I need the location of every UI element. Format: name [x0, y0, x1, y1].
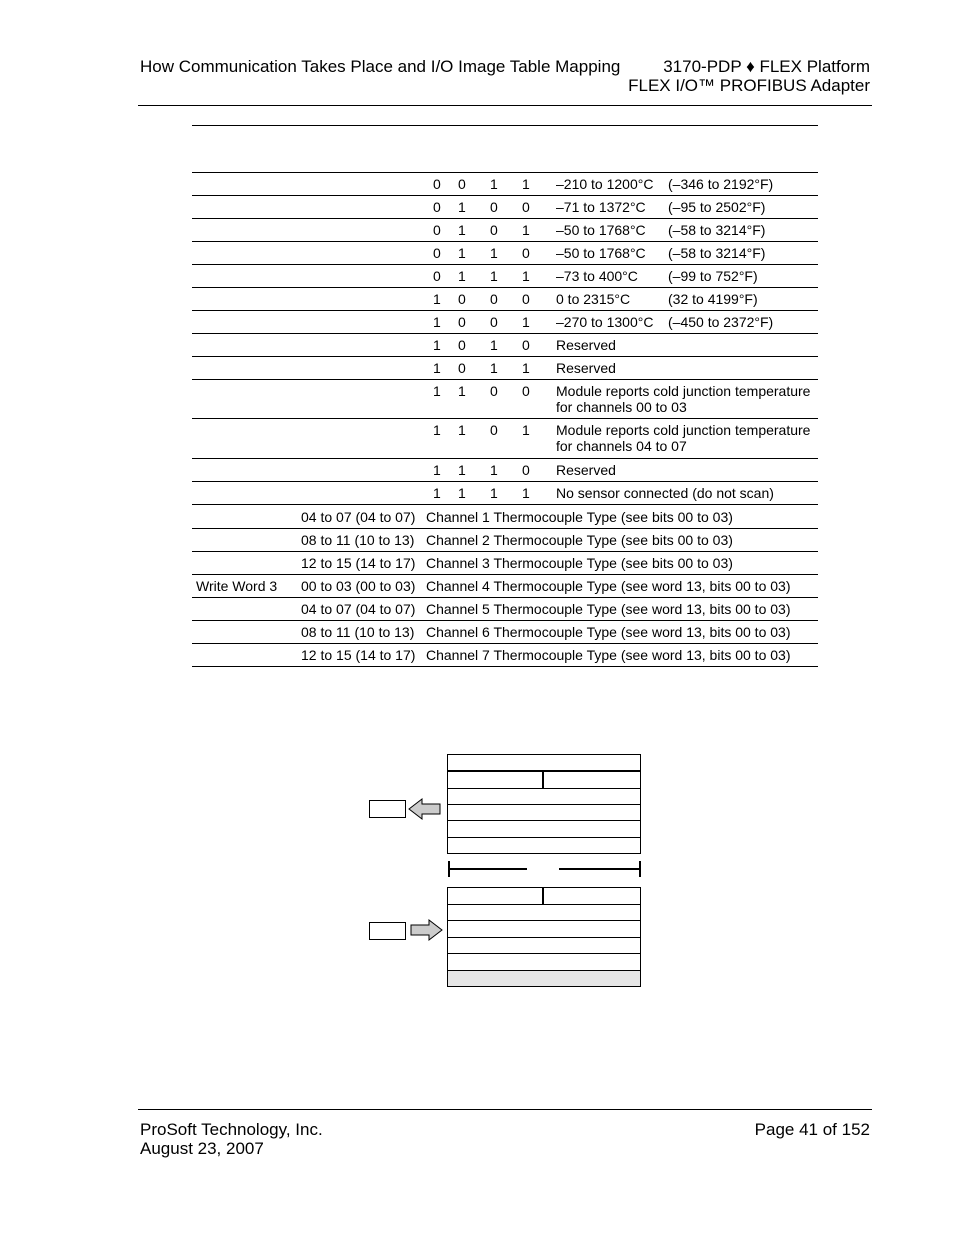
bit-value: 1: [433, 383, 441, 399]
output-block-shaded-row: [448, 971, 640, 986]
table-row-rule: [192, 333, 818, 334]
bit-value: 1: [490, 485, 498, 501]
bit-value: 1: [433, 422, 441, 438]
bit-range: 12 to 15 (14 to 17): [301, 647, 416, 663]
table-row-rule: [192, 172, 818, 173]
word-label: Write Word 3: [196, 578, 278, 594]
bit-value: 0: [458, 176, 466, 192]
bit-value: 1: [522, 360, 530, 376]
table-row-rule: [192, 356, 818, 357]
bit-value: 1: [433, 291, 441, 307]
bit-value: 1: [458, 485, 466, 501]
bit-range: 12 to 15 (14 to 17): [301, 555, 416, 571]
table-row-rule: [192, 264, 818, 265]
range-celsius: Module reports cold junction temperature for channels 00 to 03: [556, 383, 811, 415]
table-row-rule: [192, 643, 818, 644]
table-row-rule: [192, 310, 818, 311]
arrow-right-icon: [410, 919, 444, 941]
footer-page-number: Page 41 of 152: [754, 1120, 870, 1139]
bit-range: 08 to 11 (10 to 13): [301, 532, 415, 548]
input-block-header: [447, 754, 641, 771]
range-celsius: Reserved: [556, 337, 616, 353]
bit-value: 1: [522, 314, 530, 330]
bit-range: 00 to 03 (00 to 03): [301, 578, 416, 594]
bit-value: 0: [490, 291, 498, 307]
range-celsius: Reserved: [556, 360, 616, 376]
range-bracket: [447, 860, 643, 880]
bit-value: 1: [458, 383, 466, 399]
bit-value: 0: [522, 291, 530, 307]
bit-value: 1: [490, 245, 498, 261]
bit-value: 1: [522, 422, 530, 438]
bit-range: 08 to 11 (10 to 13): [301, 624, 415, 640]
table-row-rule: [192, 504, 818, 505]
range-celsius: –210 to 1200°C: [556, 176, 654, 192]
bit-description: Channel 3 Thermocouple Type (see bits 00 to 03): [426, 555, 733, 571]
bit-value: 0: [522, 462, 530, 478]
bit-value: 1: [433, 360, 441, 376]
table-row-rule: [192, 218, 818, 219]
bit-value: 0: [490, 222, 498, 238]
table-row-rule: [192, 528, 818, 529]
bit-value: 0: [433, 268, 441, 284]
bit-value: 0: [458, 291, 466, 307]
bit-value: 0: [522, 337, 530, 353]
table-row-rule: [192, 379, 818, 380]
bit-description: Channel 4 Thermocouple Type (see word 13, bits 00 to 03): [426, 578, 791, 594]
header-rule: [138, 105, 872, 106]
bit-value: 1: [522, 485, 530, 501]
bit-value: 0: [522, 199, 530, 215]
bit-value: 1: [458, 245, 466, 261]
table-row-rule: [192, 287, 818, 288]
bit-value: 0: [490, 422, 498, 438]
range-celsius: –71 to 1372°C: [556, 199, 646, 215]
bit-value: 1: [490, 462, 498, 478]
bit-value: 0: [433, 245, 441, 261]
bit-range: 04 to 07 (04 to 07): [301, 601, 416, 617]
bit-description: Channel 5 Thermocouple Type (see word 13, bits 00 to 03): [426, 601, 791, 617]
output-block-divider: [447, 937, 641, 938]
bit-value: 1: [433, 462, 441, 478]
input-block-divider: [447, 820, 641, 821]
range-fahrenheit: (32 to 4199°F): [668, 291, 758, 307]
input-block-split: [542, 771, 544, 788]
bit-value: 1: [458, 462, 466, 478]
range-fahrenheit: (–58 to 3214°F): [668, 245, 766, 261]
header-product-name: 3170-PDP ♦ FLEX Platform: [663, 57, 870, 76]
range-celsius: No sensor connected (do not scan): [556, 485, 774, 501]
range-fahrenheit: (–346 to 2192°F): [668, 176, 774, 192]
header-product-subtitle: FLEX I/O™ PROFIBUS Adapter: [628, 76, 870, 95]
footer-rule: [138, 1109, 872, 1110]
footer-date: August 23, 2007: [140, 1139, 264, 1158]
bit-description: Channel 7 Thermocouple Type (see word 13, bits 00 to 03): [426, 647, 791, 663]
bit-value: 1: [458, 222, 466, 238]
bit-value: 1: [490, 360, 498, 376]
bit-value: 0: [490, 314, 498, 330]
bit-value: 1: [433, 314, 441, 330]
input-block: [447, 771, 641, 854]
bit-value: 0: [458, 337, 466, 353]
range-celsius: Module reports cold junction temperature for channels 04 to 07: [556, 422, 811, 454]
range-celsius: Reserved: [556, 462, 616, 478]
bit-value: 1: [522, 222, 530, 238]
output-label-box: [369, 922, 406, 940]
table-row-rule: [192, 666, 818, 667]
bit-description: Channel 6 Thermocouple Type (see word 13, bits 00 to 03): [426, 624, 791, 640]
bit-description: Channel 1 Thermocouple Type (see bits 00 to 03): [426, 509, 733, 525]
input-block-divider: [447, 788, 641, 789]
bit-value: 0: [458, 314, 466, 330]
range-celsius: –50 to 1768°C: [556, 222, 646, 238]
bit-value: 0: [490, 199, 498, 215]
bit-value: 0: [433, 176, 441, 192]
bit-value: 1: [458, 422, 466, 438]
range-celsius: –270 to 1300°C: [556, 314, 654, 330]
table-row-rule: [192, 418, 818, 419]
input-block-divider: [447, 804, 641, 805]
bit-value: 1: [433, 485, 441, 501]
table-row-rule: [192, 241, 818, 242]
arrow-left-icon: [408, 798, 442, 820]
table-row-rule: [192, 458, 818, 459]
bit-value: 0: [433, 199, 441, 215]
input-block-divider: [447, 837, 641, 838]
bit-value: 1: [490, 268, 498, 284]
table-row-rule: [192, 620, 818, 621]
range-fahrenheit: (–58 to 3214°F): [668, 222, 766, 238]
output-block-divider: [447, 904, 641, 905]
range-celsius: 0 to 2315°C: [556, 291, 631, 307]
footer-company: ProSoft Technology, Inc.: [140, 1120, 323, 1139]
bit-range: 04 to 07 (04 to 07): [301, 509, 416, 525]
output-block-divider: [447, 953, 641, 954]
table-top-rule: [192, 125, 818, 126]
range-celsius: –73 to 400°C: [556, 268, 638, 284]
bit-value: 1: [433, 337, 441, 353]
table-row-rule: [192, 551, 818, 552]
output-block-divider: [447, 920, 641, 921]
bit-value: 0: [522, 245, 530, 261]
range-fahrenheit: (–95 to 2502°F): [668, 199, 766, 215]
output-block-split: [542, 887, 544, 904]
bit-value: 1: [522, 176, 530, 192]
range-celsius: –50 to 1768°C: [556, 245, 646, 261]
bit-value: 1: [458, 268, 466, 284]
bit-description: Channel 2 Thermocouple Type (see bits 00 to 03): [426, 532, 733, 548]
bit-value: 0: [522, 383, 530, 399]
bit-value: 1: [490, 176, 498, 192]
bit-value: 0: [490, 383, 498, 399]
bit-value: 1: [522, 268, 530, 284]
table-row-rule: [192, 574, 818, 575]
table-row-rule: [192, 481, 818, 482]
bit-value: 0: [433, 222, 441, 238]
input-label-box: [369, 800, 406, 818]
range-fahrenheit: (–450 to 2372°F): [668, 314, 774, 330]
bit-value: 1: [458, 199, 466, 215]
table-row-rule: [192, 597, 818, 598]
range-fahrenheit: (–99 to 752°F): [668, 268, 758, 284]
header-section-title: How Communication Takes Place and I/O Image Table Mapping: [140, 57, 621, 76]
bit-value: 0: [458, 360, 466, 376]
table-row-rule: [192, 195, 818, 196]
bit-value: 1: [490, 337, 498, 353]
